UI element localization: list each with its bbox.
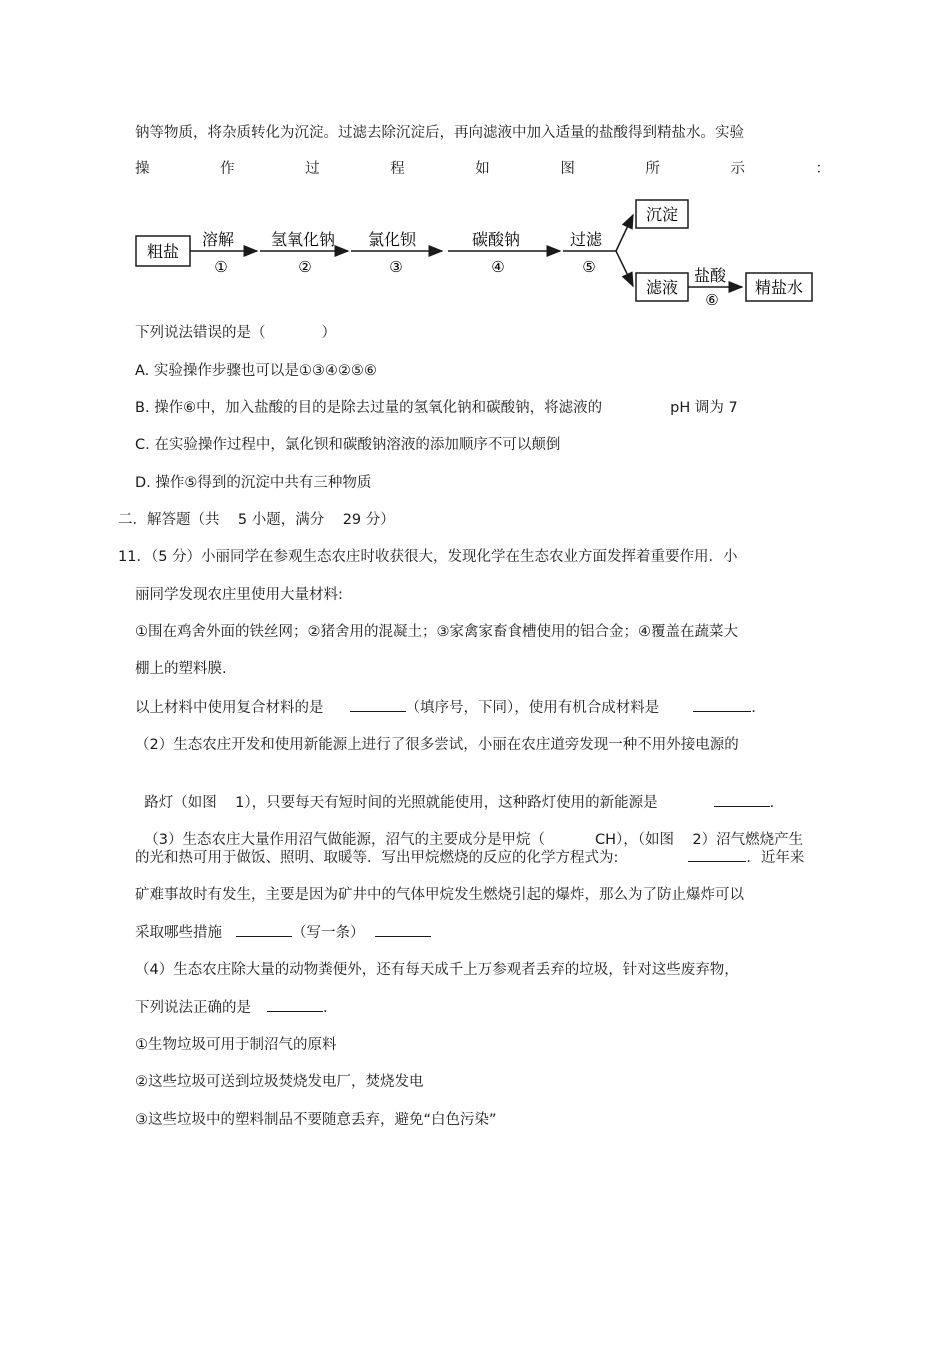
intro-char: 程 [390, 161, 405, 177]
option-b-letter: B. [135, 400, 150, 416]
step-6-label: 盐酸 [693, 266, 727, 285]
arrow-to-precipitate [616, 215, 633, 251]
section-2-heading: 二．解答题（共 5 小题，满分 29 分） [118, 512, 395, 528]
option-b-text: 操作⑥中，加入盐酸的目的是除去过量的氢氧化钠和碳酸钠，将滤液的 [154, 400, 603, 416]
q11-l9-part-a: 的光和热可用于做饭、照明、取暖等．写出甲烷燃烧的反应的化学方程式为: [135, 850, 619, 866]
step-3-num: ③ [389, 258, 403, 276]
step-2-num: ② [298, 258, 312, 276]
intro-char: ： [815, 161, 830, 177]
option-b [135, 398, 738, 418]
q11-line-12: （4）生态农庄除大量的动物粪便外，还有每天成千上万参观者丢弃的垃圾，针对这些废弃物， [135, 962, 739, 978]
question-stem [135, 323, 336, 343]
intro-char: 图 [560, 161, 575, 177]
option-b-text-2: pH 调为 7 [670, 400, 738, 416]
q11-l7-part-c: . [769, 795, 775, 811]
answer-blank-organic[interactable] [693, 697, 751, 712]
q11-l8-part-b: CH [594, 832, 616, 848]
intro-char: 所 [645, 161, 660, 177]
intro-char: 操 [135, 161, 150, 177]
filtrate-label: 滤液 [645, 278, 679, 297]
q11-line-5 [135, 697, 756, 718]
q11-l5-part-a: 以上材料中使用复合材料的是 [135, 700, 324, 716]
step-4-num: ④ [491, 258, 505, 276]
answer-blank-composite[interactable] [350, 697, 406, 712]
q11-line-7 [135, 772, 774, 813]
arrow-to-filtrate [616, 251, 633, 286]
answer-blank-new-energy[interactable] [714, 792, 770, 807]
q11-line-11 [135, 922, 431, 943]
question-stem-end: ） [321, 325, 336, 341]
step-5-num: ⑤ [582, 258, 596, 276]
q11-line-13 [135, 997, 328, 1018]
process-flow-diagram [130, 192, 830, 312]
step-2-label: 氢氧化钠 [270, 230, 336, 249]
product-label: 精盐水 [754, 278, 804, 297]
option-d [135, 473, 371, 493]
option-a-text: 实验操作步骤也可以是①③④②⑤⑥ [153, 363, 377, 379]
q11-line-6: （2）生态农庄开发和使用新能源上进行了很多尝试，小丽在农庄道旁发现一种不用外接电源的 [135, 737, 739, 753]
q11-l8-part-a: （3）生态农庄大量作用沼气做能源，沼气的主要成分是甲烷（ [144, 832, 545, 848]
q11-line-1: 11．（5 分）小丽同学在参观生态农庄时收获很大，发现化学在生态农业方面发挥着重要作用．小 [118, 549, 738, 565]
option-a [135, 361, 377, 381]
answer-blank-measure[interactable] [236, 922, 292, 937]
q11-line-4: 棚上的塑料膜. [135, 661, 227, 677]
option-c [135, 435, 560, 455]
answer-blank-correct[interactable] [267, 997, 323, 1012]
precipitate-label: 沉淀 [645, 205, 679, 224]
intro-char: 作 [220, 161, 235, 177]
intro-char: 示 [730, 161, 745, 177]
q11-l7-part-a: 路灯（如图 1），只要每天有短时间的光照就能使用，这种路灯使用的新能源是 [144, 795, 658, 811]
intro-line-1: 钠等物质，将杂质转化为沉淀。过滤去除沉淀后，再向滤液中加入适量的盐酸得到精盐水。实验 [135, 125, 744, 141]
option-d-letter: D. [135, 475, 151, 491]
crude-salt-label: 粗盐 [146, 242, 180, 261]
question-stem-text: 下列说法错误的是（ [135, 325, 266, 341]
q11-l13-part-c: . [323, 1000, 328, 1016]
q11-option-3: ③这些垃圾中的塑料制品不要随意丢弃，避免“白色污染” [135, 1112, 497, 1128]
step-1-label: 溶解 [201, 230, 235, 249]
q11-line-3: ①围在鸡舍外面的铁丝网；②猪舍用的混凝土；③家禽家畜食槽使用的铝合金；④覆盖在蔬菜大 [135, 624, 738, 640]
q11-l9-part-c: ．近年来 [746, 850, 805, 866]
q11-l11-part-a: 采取哪些措施 [135, 925, 222, 941]
option-c-letter: C. [135, 437, 150, 453]
q11-l11-part-b: （写一条） [292, 925, 365, 941]
q11-option-2: ②这些垃圾可送到垃圾焚烧发电厂，焚烧发电 [135, 1074, 424, 1090]
step-4-label: 碳酸钠 [471, 230, 521, 249]
q11-option-1: ①生物垃圾可用于制沼气的原料 [135, 1037, 337, 1053]
q11-line-9 [135, 847, 804, 868]
answer-blank-measure-2[interactable] [375, 922, 431, 937]
step-6-num: ⑥ [705, 291, 719, 309]
intro-line-2 [135, 159, 830, 179]
step-3-label: 氯化钡 [367, 230, 417, 249]
q11-line-8 [135, 810, 803, 850]
intro-char: 如 [475, 161, 490, 177]
step-1-num: ① [214, 258, 228, 276]
q11-l5-part-b: （填序号，下同），使用有机合成材料是 [405, 700, 660, 716]
intro-char: 过 [305, 161, 320, 177]
q11-l13-part-a: 下列说法正确的是 [135, 1000, 251, 1016]
q11-line-2: 丽同学发现农庄里使用大量材料: [135, 587, 343, 603]
option-a-letter: A. [135, 363, 150, 379]
q11-l8-part-c: ），（如图 2）沼气燃烧产生 [615, 832, 804, 848]
answer-blank-equation[interactable] [688, 847, 746, 862]
option-d-text: 操作⑤得到的沉淀中共有三种物质 [155, 475, 372, 491]
q11-l5-part-c: . [751, 700, 756, 716]
q11-line-10: 矿难事故时有发生，主要是因为矿井中的气体甲烷发生燃烧引起的爆炸，那么为了防止爆炸可以 [135, 887, 744, 903]
step-5-label: 过滤 [569, 230, 603, 249]
option-c-text: 在实验操作过程中，氯化钡和碳酸钠溶液的添加顺序不可以颠倒 [154, 437, 561, 453]
